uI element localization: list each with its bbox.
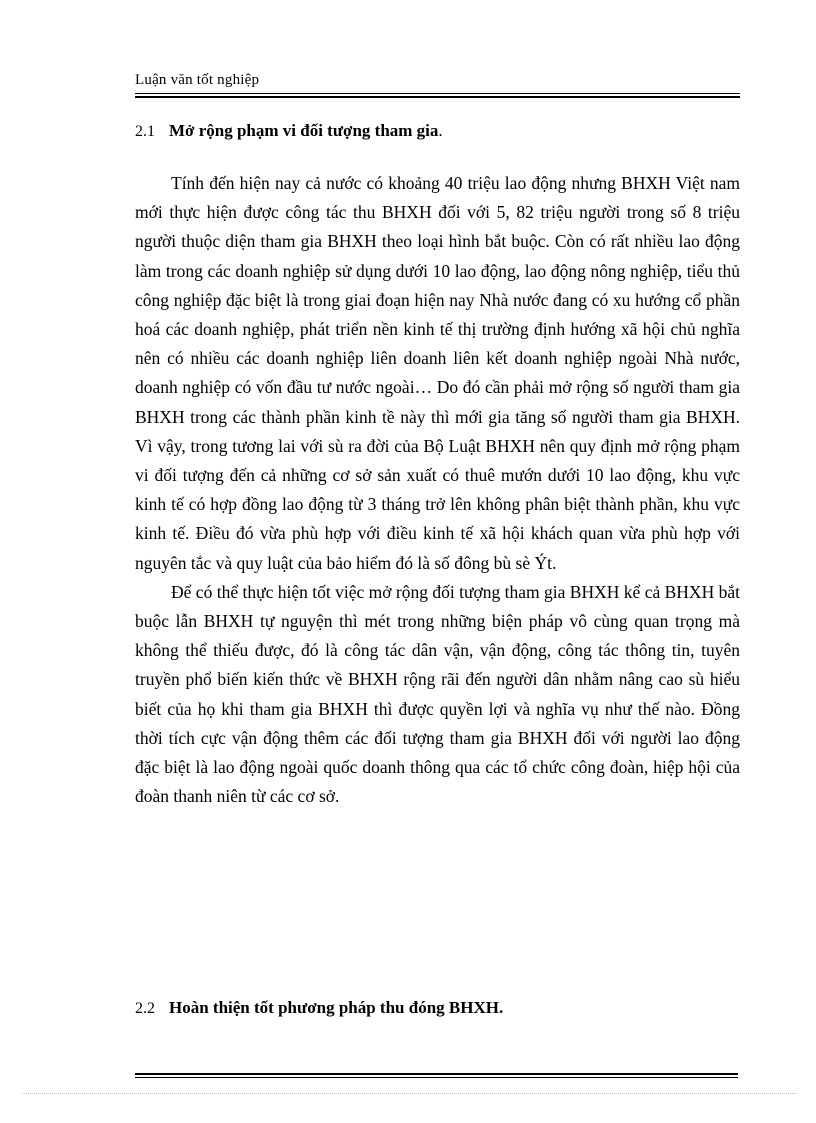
body-text — [135, 169, 740, 811]
section-number: 2.2 — [135, 1000, 155, 1017]
section-heading — [135, 998, 503, 1018]
page-boundary — [22, 1093, 797, 1094]
section-heading — [135, 121, 443, 141]
footer-rule-bottom — [135, 1077, 738, 1078]
running-header: Luận văn tốt nghiệp — [135, 72, 260, 88]
paragraph: Tính đến hiện nay cả nước có khoảng 40 triệu lao động nhưng BHXH Việt nam mới thực hiện được công tác thu BHXH đối với 5, 82 triệu người trong số 8 triệu người thuộc diện tham gia BHXH theo loại hình bắt buộc. Còn có rất nhiều lao động làm trong các doanh nghiệp sử dụng dưới 10 lao động, lao động nông nghiệp, tiểu thủ công nghiệp đặc biệt là trong giai đoạn hiện nay Nhà nước đang có xu hướng cổ phần hoá các doanh nghiệp, phát triển nền kinh tế thị trường định hướng xã hội chủ nghĩa nên có nhiều các doanh nghiệp liên doanh liên kết doanh nghiệp ngoài Nhà nước, doanh nghiệp có vốn đầu tư nước ngoài… Do đó cần phải mở rộng số người tham gia BHXH trong các thành phần kinh tề này thì mới gia tăng số người tham gia BHXH. Vì vậy, trong tương lai với sù ra đời của Bộ Luật BHXH nên quy định mở rộng phạm vi đối tượng đến cả những cơ sở sản xuất có thuê mướn dưới 10 lao động, khu vực kinh tế có hợp đồng lao động từ 3 tháng trở lên không phân biệt thành phần, khu vực kinh tế. Điều đó vừa phù hợp với điều kinh tế xã hội khách quan vừa phù hợp với nguyên tắc và quy luật của bảo hiểm đó là số đông bù sè Ýt. — [135, 173, 740, 573]
footer-rule-top — [135, 1073, 738, 1075]
header-rule-top — [135, 93, 740, 94]
section-title-suffix: . — [438, 121, 443, 140]
header-rule-bottom — [135, 96, 740, 98]
section-title: Mở rộng phạm vi đối tượng tham gia — [169, 121, 439, 140]
paragraph: Để có thể thực hiện tốt việc mở rộng đối tượng tham gia BHXH kể cả BHXH bắt buộc lẫn BHXH tự nguyện thì mét trong những biện pháp vô cùng quan trọng mà không thể thiếu được, đó là công tác dân vận, vận động, công tác thông tin, tuyên truyền phổ biến kiến thức về BHXH rộng rãi đến người dân nhằm nâng cao sù hiểu biết của họ khi tham gia BHXH thì được quyền lợi và nghĩa vụ như thế nào. Đồng thời tích cực vận động thêm các đối tượng tham gia BHXH đối với người lao động đặc biệt là lao động ngoài quốc doanh thông qua các tổ chức công đoàn, hiệp hội của đoàn thanh niên từ các cơ sở. — [135, 581, 740, 807]
section-number: 2.1 — [135, 123, 155, 140]
section-title: Hoàn thiện tốt phương pháp thu đóng BHXH. — [169, 998, 504, 1017]
